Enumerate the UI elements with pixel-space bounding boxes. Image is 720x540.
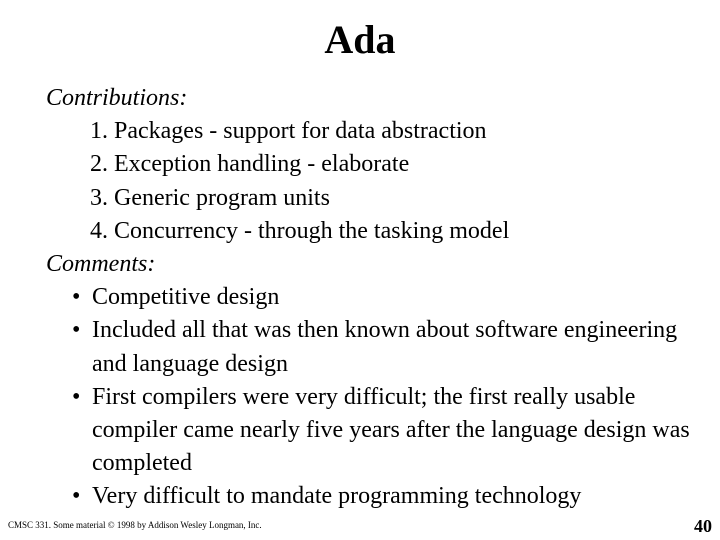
contribution-item: 1. Packages - support for data abstraction xyxy=(90,118,487,145)
contribution-item: 4. Concurrency - through the tasking model xyxy=(90,217,510,244)
comment-item xyxy=(72,314,706,380)
slide-body xyxy=(46,82,706,514)
contributions-list xyxy=(46,115,706,248)
bullet-icon: • xyxy=(72,483,81,510)
slide-title: Ada xyxy=(324,17,396,62)
comment-text: First compilers were very difficult; the first really usable compiler came nearly five years after the language design was completed xyxy=(92,383,690,477)
comment-text: Very difficult to mandate programming technology xyxy=(92,483,582,510)
contributions-heading: Contributions: xyxy=(46,85,188,111)
contribution-item: 2. Exception handling - elaborate xyxy=(90,151,410,178)
bullet-icon: • xyxy=(72,383,81,410)
comment-item xyxy=(72,480,706,513)
copyright-footer: CMSC 331. Some material © 1998 by Addison Wesley Longman, Inc. xyxy=(8,520,262,530)
bullet-icon: • xyxy=(72,317,81,344)
page-number: 40 xyxy=(694,516,712,536)
bullet-icon: • xyxy=(72,284,81,311)
comments-heading: Comments: xyxy=(46,251,156,278)
comment-item xyxy=(72,381,706,481)
comment-text: Included all that was then known about software engineering and language design xyxy=(92,317,678,377)
comments-list xyxy=(46,281,706,513)
comment-item xyxy=(72,281,706,314)
comment-text: Competitive design xyxy=(92,284,280,311)
contribution-item: 3. Generic program units xyxy=(90,184,330,211)
